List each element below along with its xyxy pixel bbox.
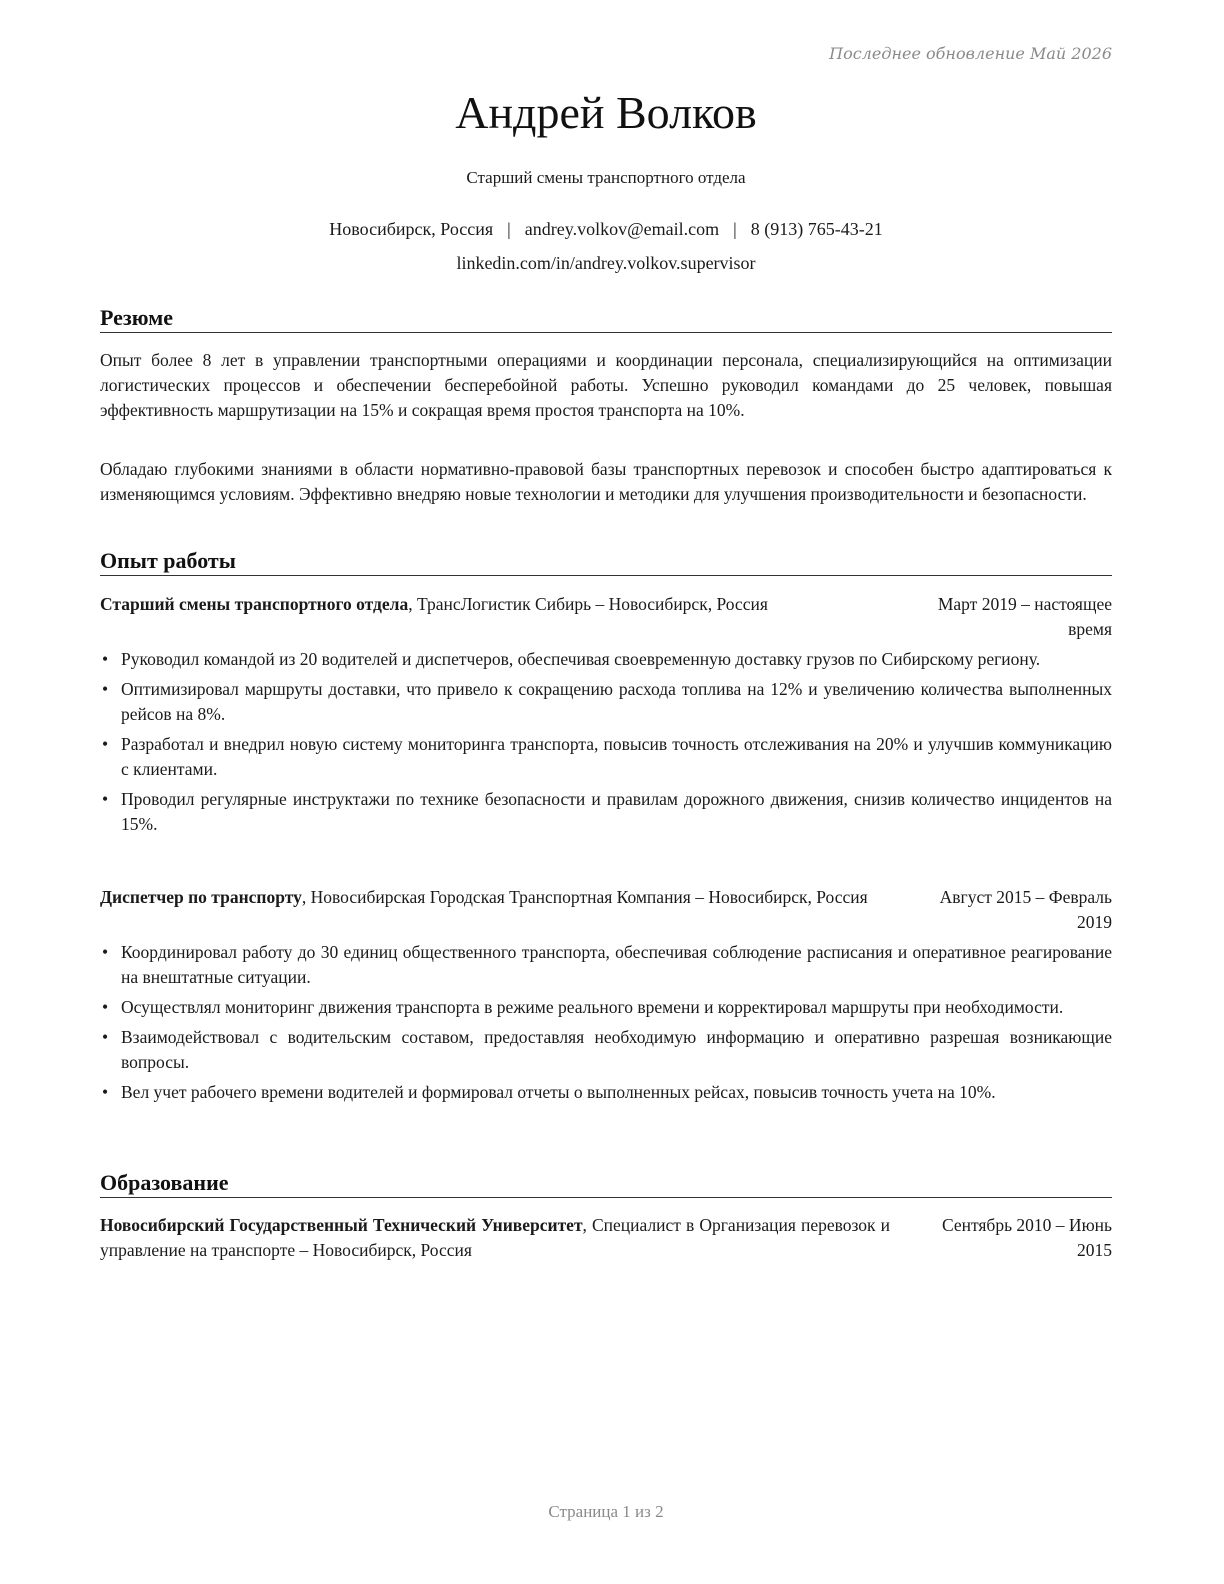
bullet-text: Оптимизировал маршруты доставки, что привело к сокращению расхода топлива на 12% и увеличению количества выполненных рейсов на 8%. bbox=[121, 679, 1112, 724]
separator: | bbox=[507, 219, 511, 239]
bullet-icon: • bbox=[102, 679, 109, 699]
summary-paragraph: Обладаю глубокими знаниями в области нормативно-правовой базы транспортных перевозок и способен быстро адаптироваться к изменяющимся условиям. Эффективно внедряю новые технологии и методики для улучшения производительности и безопасности. bbox=[100, 459, 1112, 504]
contact-location: Новосибирск, Россия bbox=[329, 219, 494, 239]
list-item bbox=[100, 677, 1112, 727]
education-institution: Новосибирский Государственный Технический Университет bbox=[100, 1215, 583, 1235]
job-bullets bbox=[100, 647, 1112, 842]
bullet-icon: • bbox=[102, 1027, 109, 1047]
job-dates: Август 2015 – Февраль 2019 bbox=[939, 887, 1112, 932]
bullet-icon: • bbox=[102, 649, 109, 669]
job-role: Старший смены транспортного отдела bbox=[100, 594, 409, 614]
list-item bbox=[100, 1080, 1112, 1105]
section-heading-summary: Резюме bbox=[100, 305, 1112, 333]
job-company: , Новосибирская Городская Транспортная Компания – Новосибирск, Россия bbox=[301, 887, 868, 907]
job-header bbox=[100, 885, 1112, 935]
bullet-icon: • bbox=[102, 789, 109, 809]
job-title-line bbox=[100, 885, 890, 935]
list-item bbox=[100, 995, 1112, 1020]
education-dates: Сентябрь 2010 – Июнь 2015 bbox=[941, 1215, 1112, 1260]
bullet-text: Вел учет рабочего времени водителей и формировал отчеты о выполненных рейсах, повысив точность учета на 10%. bbox=[121, 1082, 996, 1102]
bullet-icon: • bbox=[102, 997, 109, 1017]
summary-paragraph: Опыт более 8 лет в управлении транспортными операциями и координации персонала, специализирующийся на оптимизации логистических процессов и обеспечении бесперебойной работы. Успешно руководил командами до 25 человек, повышая эффективность маршрутизации на 15% и сокращая время простоя транспорта на 10%. bbox=[100, 350, 1112, 420]
bullet-text: Координировал работу до 30 единиц общественного транспорта, обеспечивая соблюдение расписания и оперативное реагирование на внештатные ситуации. bbox=[121, 942, 1112, 987]
job-title-line bbox=[100, 592, 890, 642]
last-updated: Последнее обновление Май 2026 bbox=[829, 44, 1112, 63]
section-heading-education: Образование bbox=[100, 1170, 1112, 1198]
education-details: , Специалист в Организация перевозок и управление на транспорте – Новосибирск, Россия bbox=[100, 1215, 890, 1260]
list-item bbox=[100, 1025, 1112, 1075]
list-item bbox=[100, 647, 1112, 672]
contact-linkedin[interactable]: linkedin.com/in/andrey.volkov.supervisor bbox=[456, 253, 756, 273]
bullet-icon: • bbox=[102, 734, 109, 754]
list-item bbox=[100, 940, 1112, 990]
bullet-text: Проводил регулярные инструктажи по технике безопасности и правилам дорожного движения, снизив количество инцидентов на 15%. bbox=[121, 789, 1112, 834]
bullet-icon: • bbox=[102, 942, 109, 962]
list-item bbox=[100, 787, 1112, 837]
contact-email[interactable]: andrey.volkov@email.com bbox=[524, 219, 720, 239]
contact-phone[interactable]: 8 (913) 765-43-21 bbox=[750, 219, 883, 239]
bullet-text: Взаимодействовал с водительским составом, предоставляя необходимую информацию и оперативно разрешая возникающие вопросы. bbox=[121, 1027, 1112, 1072]
candidate-title: Старший смены транспортного отдела bbox=[466, 168, 746, 187]
job-company: , ТрансЛогистик Сибирь – Новосибирск, Россия bbox=[408, 594, 768, 614]
job-role: Диспетчер по транспорту bbox=[100, 887, 302, 907]
separator: | bbox=[733, 219, 737, 239]
contact-line bbox=[100, 219, 1112, 240]
job-header bbox=[100, 592, 1112, 642]
section-heading-experience: Опыт работы bbox=[100, 548, 1112, 576]
bullet-text: Осуществлял мониторинг движения транспорта в режиме реального времени и корректировал маршруты при необходимости. bbox=[121, 997, 1064, 1017]
resume-page bbox=[100, 0, 1112, 1584]
education-entry bbox=[100, 1213, 1112, 1263]
list-item bbox=[100, 732, 1112, 782]
bullet-text: Руководил командой из 20 водителей и диспетчеров, обеспечивая своевременную доставку грузов по Сибирскому региону. bbox=[121, 649, 1041, 669]
job-dates: Март 2019 – настоящее время bbox=[937, 594, 1112, 639]
page-number: Страница 1 из 2 bbox=[548, 1502, 664, 1521]
bullet-icon: • bbox=[102, 1082, 109, 1102]
education-title-line bbox=[100, 1213, 890, 1263]
candidate-name: Андрей Волков bbox=[455, 87, 757, 138]
bullet-text: Разработал и внедрил новую систему мониторинга транспорта, повысив точность отслеживания на 20% и улучшив коммуникацию с клиентами. bbox=[121, 734, 1112, 779]
job-bullets bbox=[100, 940, 1112, 1110]
